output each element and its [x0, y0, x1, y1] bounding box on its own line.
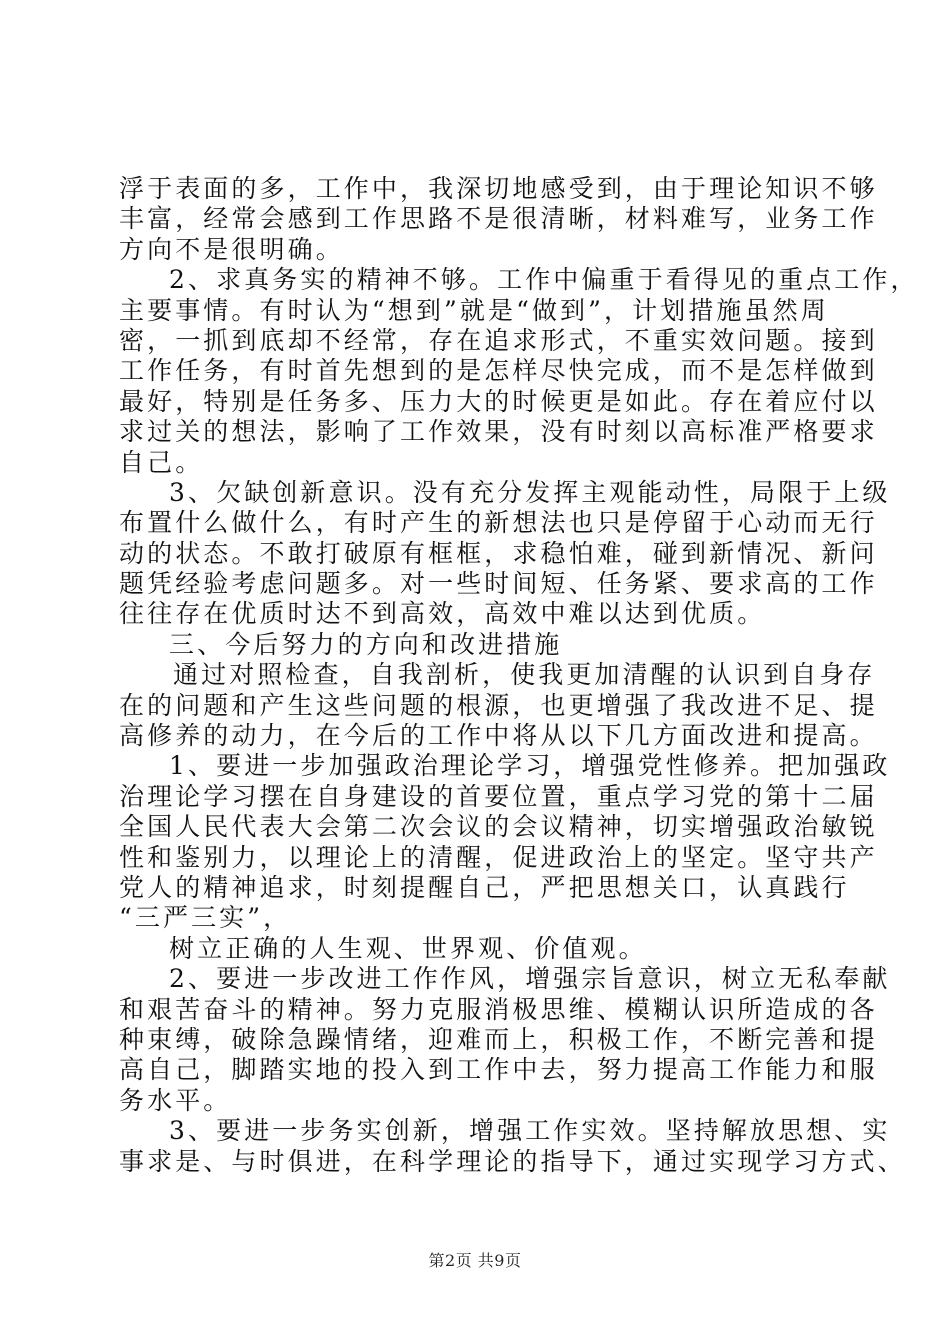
text-line: 树立正确的人生观、世界观、价值观。 [169, 933, 647, 963]
text-line: 最好，特别是任务多、压力大的时候更是如此。存在着应付以 [119, 386, 878, 416]
text-line: 工作任务，有时首先想到的是怎样尽快完成，而不是怎样做到 [119, 356, 878, 386]
text-line: 求过关的想法，影响了工作效果，没有时刻以高标准严格要求 [119, 417, 878, 447]
text-line: 1、要进一步加强政治理论学习，增强党性修养。把加强政 [169, 751, 891, 781]
text-line: “三严三实”， [119, 903, 292, 933]
text-line: 2、要进一步改进工作作风，增强宗旨意识，树立无私奉献 [169, 964, 891, 994]
text-line: 高自己，脚踏实地的投入到工作中去，努力提高工作能力和服 [119, 1055, 878, 1085]
text-line: 方向不是很明确。 [119, 234, 344, 264]
text-line: 治理论学习摆在自身建设的首要位置，重点学习党的第十二届 [119, 781, 878, 811]
text-line: 浮于表面的多，工作中，我深切地感受到，由于理论知识不够 [119, 174, 878, 203]
text-line: 题凭经验考虑问题多。对一些时间短、任务紧、要求高的工作 [119, 569, 878, 599]
text-line: 布置什么做什么，有时产生的新想法也只是停留于心动而无行 [119, 508, 878, 538]
text-line: 和艰苦奋斗的精神。努力克服消极思维、模糊认识所造成的各 [119, 994, 878, 1024]
text-line: 往往存在优质时达不到高效，高效中难以达到优质。 [119, 599, 766, 629]
text-line: 党人的精神追求，时刻提醒自己，严把思想关口，认真践行 [119, 872, 850, 902]
text-line: 自己。 [119, 447, 204, 477]
text-line: 通过对照检查，自我剖析，使我更加清醒的认识到自身存 [173, 660, 876, 690]
text-line: 3、欠缺创新意识。没有充分发挥主观能动性，局限于上级 [169, 477, 891, 507]
text-line: 动的状态。不敢打破原有框框，求稳怕难，碰到新情况、新问 [119, 538, 878, 568]
page-number: 第2页 共9页 [428, 1251, 522, 1270]
text-line: 全国人民代表大会第二次会议的会议精神，切实增强政治敏锐 [119, 812, 878, 842]
text-line: 密，一抓到底却不经常，存在追求形式，不重实效问题。接到 [119, 325, 878, 355]
text-line: 事求是、与时俱进，在科学理论的指导下，通过实现学习方式、 [119, 1146, 906, 1176]
text-line: 2、求真务实的精神不够。工作中偏重于看得见的重点工作， [169, 265, 919, 295]
text-line: 丰富，经常会感到工作思路不是很清晰，材料难写，业务工作 [119, 204, 878, 234]
text-line: 务水平。 [119, 1085, 232, 1115]
text-line: 主要事情。有时认为“想到”就是“做到”，计划措施虽然周 [119, 295, 829, 325]
text-line: 种束缚，破除急躁情绪，迎难而上，积极工作，不断完善和提 [119, 1024, 878, 1054]
text-line: 3、要进一步务实创新，增强工作实效。坚持解放思想、实 [169, 1116, 891, 1146]
document-body [119, 174, 919, 1177]
text-line: 高修养的动力，在今后的工作中将从以下几方面改进和提高。 [119, 721, 878, 751]
section-heading: 三、今后努力的方向和改进措施 [169, 629, 563, 659]
text-line: 性和鉴别力，以理论上的清醒，促进政治上的坚定。坚守共产 [119, 842, 878, 872]
text-line: 在的问题和产生这些问题的根源，也更增强了我改进不足、提 [119, 690, 878, 720]
